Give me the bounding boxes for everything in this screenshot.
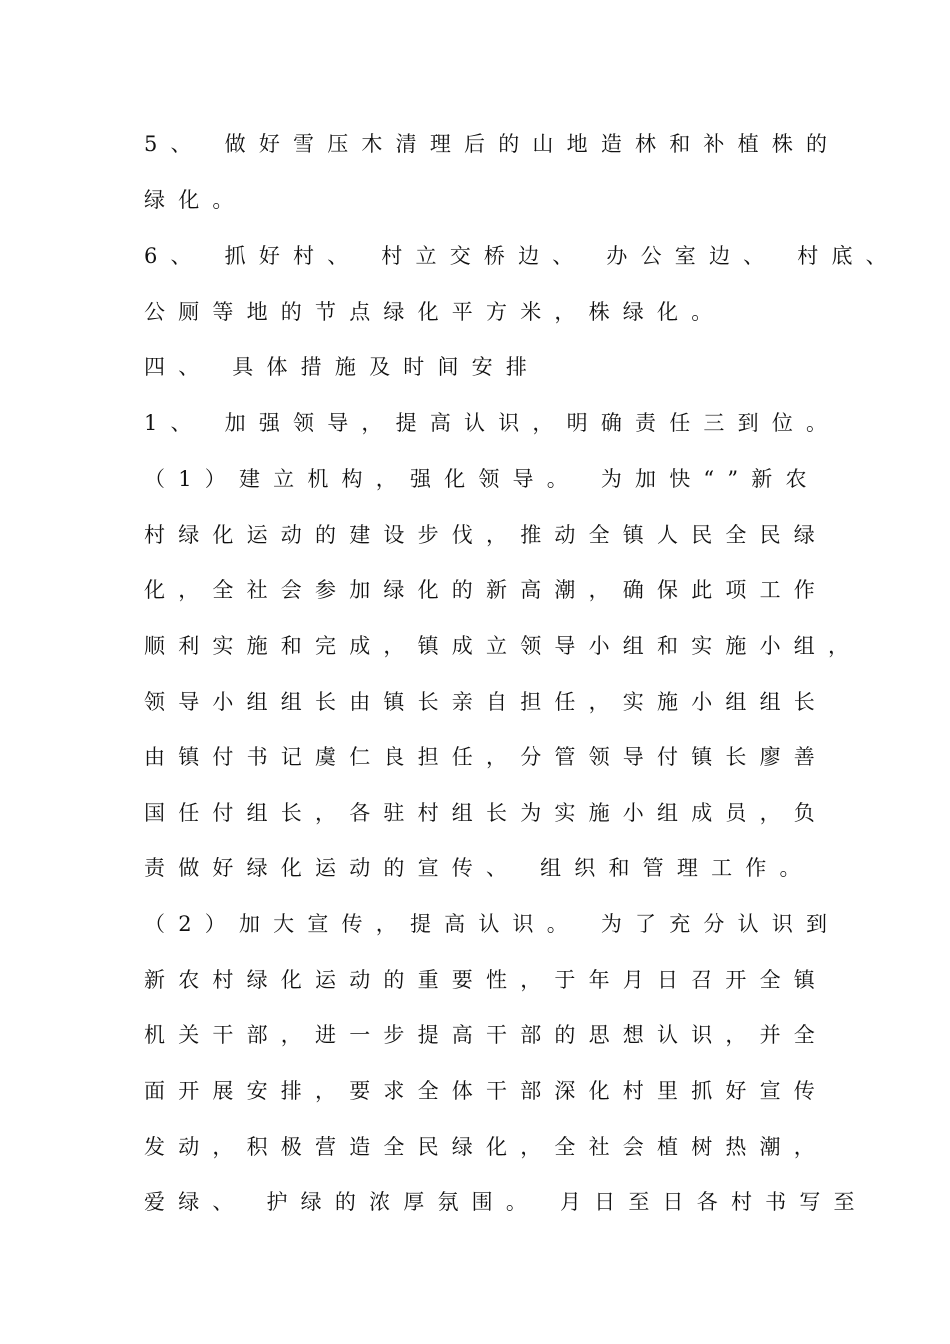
text-line: 5、 做好雪压木清理后的山地造林和补植株的	[144, 132, 841, 156]
text-line: 化，全社会参加绿化的新高潮，确保此项工作	[144, 578, 828, 602]
text-line: 新农村绿化运动的重要性，于年月日召开全镇	[144, 968, 828, 992]
text-line: 顺利实施和完成，镇成立领导小组和实施小组，	[144, 634, 863, 658]
section-heading: 四、 具体措施及时间安排	[144, 355, 541, 379]
text-line: 由镇付书记虞仁良担任，分管领导付镇长廖善	[144, 745, 828, 769]
text-line: 机关干部，进一步提高干部的思想认识，并全	[144, 1023, 828, 1047]
text-line: 国任付组长，各驻村组长为实施小组成员，负	[144, 801, 828, 825]
text-line: 6、 抓好村、 村立交桥边、 办公室边、 村底、	[144, 244, 900, 268]
text-line: （2）加大宣传，提高认识。 为了充分认识到	[144, 912, 841, 936]
text-line: 责做好绿化运动的宣传、 组织和管理工作。	[144, 856, 814, 880]
text-line: 发动，积极营造全民绿化，全社会植树热潮，	[144, 1135, 828, 1159]
text-line: 爱绿、 护绿的浓厚氛围。 月日至日各村书写至	[144, 1190, 868, 1214]
text-line: （1）建立机构，强化领导。 为加快“”新农	[144, 467, 820, 491]
text-line: 领导小组组长由镇长亲自担任，实施小组组长	[144, 690, 828, 714]
text-line: 面开展安排，要求全体干部深化村里抓好宣传	[144, 1079, 828, 1103]
text-line: 公厕等地的节点绿化平方米，株绿化。	[144, 300, 726, 324]
text-line: 绿化。	[144, 188, 247, 212]
text-line: 村绿化运动的建设步伐，推动全镇人民全民绿	[144, 523, 828, 547]
text-line: 1、 加强领导，提高认识，明确责任三到位。	[144, 411, 841, 435]
